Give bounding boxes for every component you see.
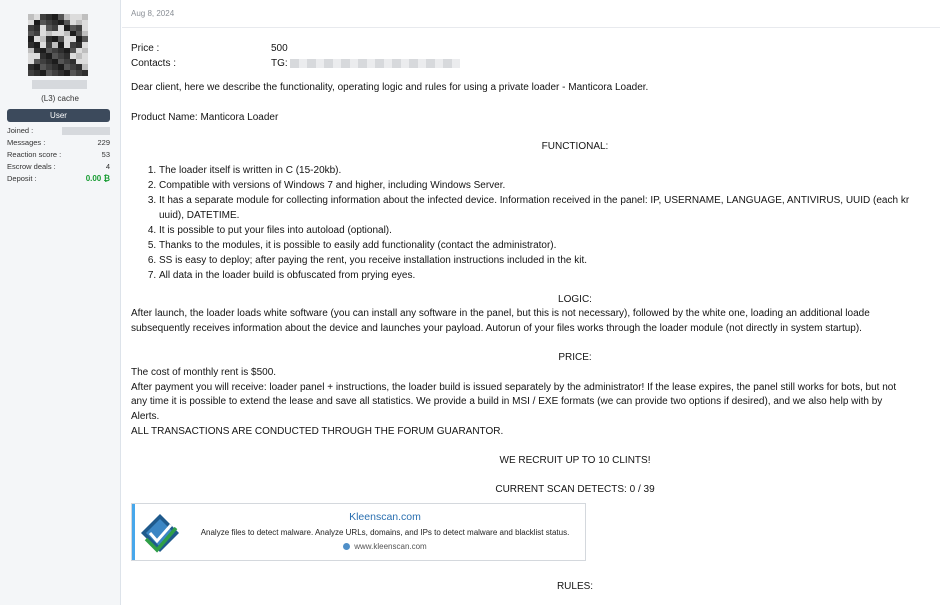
contacts-label: Contacts :	[131, 58, 177, 69]
price-label: Price :	[131, 43, 160, 54]
logic-line: After launch, the loader loads white software (you can install any software in the panel, but this is not necessary), followed by the white one, loading an additional loade	[131, 308, 870, 319]
stat-deposit-value: 0.00 ₿	[85, 174, 110, 183]
logic-line: subsequently receives information about the device and launches your payload. Autorun of your files works through the loader module (not directly in system startup).	[131, 323, 862, 334]
scan-detects-text: CURRENT SCAN DETECTS: 0 / 39	[495, 484, 655, 495]
card-domain-row[interactable]	[185, 542, 585, 551]
functional-item: 1. The loader itself is written in C (15-20kb).	[159, 163, 940, 178]
price-line: The cost of monthly rent is $500.	[131, 367, 277, 378]
user-stats	[7, 125, 110, 185]
functional-item	[159, 193, 940, 223]
user-sidebar	[0, 0, 121, 605]
kleenscan-shield-checkmark-icon[interactable]	[140, 513, 180, 553]
recruit-text: WE RECRUIT UP TO 10 CLINTS!	[499, 455, 651, 466]
stat-escrow-label: Escrow deals :	[7, 162, 56, 171]
stat-joined-redacted	[62, 127, 110, 135]
product-name: Product Name: Manticora Loader	[131, 112, 279, 123]
stat-reaction-score[interactable]	[7, 149, 110, 161]
rules-heading: RULES:	[556, 581, 594, 592]
price-value: 500	[271, 43, 288, 54]
functional-item-line2: uuid), DATETIME.	[159, 210, 240, 221]
stat-messages-value[interactable]: 229	[97, 138, 110, 147]
stat-reaction-label: Reaction score :	[7, 150, 62, 159]
card-accent-bar	[132, 504, 135, 560]
intro-text: Dear client, here we describe the functionality, operating logic and rules for using a private loader - Manticora Loader.	[131, 82, 649, 93]
avatar-pixel	[82, 70, 88, 76]
stat-joined-label: Joined :	[7, 126, 34, 135]
price-line: Alerts.	[131, 411, 160, 422]
user-title: (L3) cache	[41, 94, 79, 103]
logic-heading: LOGIC:	[558, 294, 592, 305]
kleenscan-link-card[interactable]	[131, 503, 586, 561]
stat-messages-label: Messages :	[7, 138, 46, 147]
functional-item: 2. Compatible with versions of Windows 7 and higher, including Windows Server.	[159, 178, 940, 193]
card-domain-text[interactable]: www.kleenscan.com	[354, 542, 427, 551]
role-badge: User	[7, 109, 110, 122]
functional-item-line1: It has a separate module for collecting information about the infected device. Information received in the panel: IP, USERNAME, LANGUAGE, ANTIVIRUS, UUID (each kr	[159, 195, 910, 206]
contacts-value-wrap	[271, 56, 460, 71]
stat-deposit-label: Deposit :	[7, 174, 37, 183]
functional-item: 6. SS is easy to deploy; after paying the rent, you receive installation instructions included in the kit.	[159, 253, 940, 268]
functional-heading: FUNCTIONAL:	[541, 141, 609, 152]
post-header-divider	[122, 27, 940, 28]
price-line: After payment you will receive: loader panel + instructions, the loader build is issued separately by the administrator! If the lease expires, the panel still works for bots, but not	[131, 382, 897, 393]
stat-deposit	[7, 173, 110, 185]
stat-escrow-value[interactable]: 4	[105, 162, 110, 171]
functional-item: 7. All data in the loader build is obfuscated from prying eyes.	[159, 268, 940, 283]
functional-item: 4. It is possible to put your files into autoload (optional).	[159, 223, 940, 238]
price-heading: PRICE:	[558, 352, 592, 363]
stat-escrow-deals[interactable]	[7, 161, 110, 173]
username-redacted[interactable]	[32, 80, 87, 89]
stat-joined	[7, 125, 110, 137]
price-line: any time it is possible to extend the lease and save all statistics. We provide a build in MSI / EXE formats (we can provide two options if desired), and we also help with by	[131, 396, 883, 407]
stat-messages[interactable]	[7, 137, 110, 149]
contacts-redacted	[290, 59, 460, 68]
post-date[interactable]: Aug 8, 2024	[131, 9, 175, 18]
functional-list	[131, 163, 940, 283]
stat-reaction-value[interactable]: 53	[101, 150, 110, 159]
price-line: ALL TRANSACTIONS ARE CONDUCTED THROUGH THE FORUM GUARANTOR.	[131, 426, 504, 437]
functional-item: 5. Thanks to the modules, it is possible to easily add functionality (contact the administrator).	[159, 238, 940, 253]
globe-icon	[343, 543, 350, 550]
contacts-value: TG:	[271, 58, 288, 69]
avatar[interactable]	[28, 14, 88, 76]
contacts-field	[131, 56, 288, 71]
card-title-link[interactable]: Kleenscan.com	[349, 511, 421, 523]
price-field	[131, 41, 288, 56]
card-description: Analyze files to detect malware. Analyze URLs, domains, and IPs to detect malware and blacklist status.	[200, 528, 570, 537]
